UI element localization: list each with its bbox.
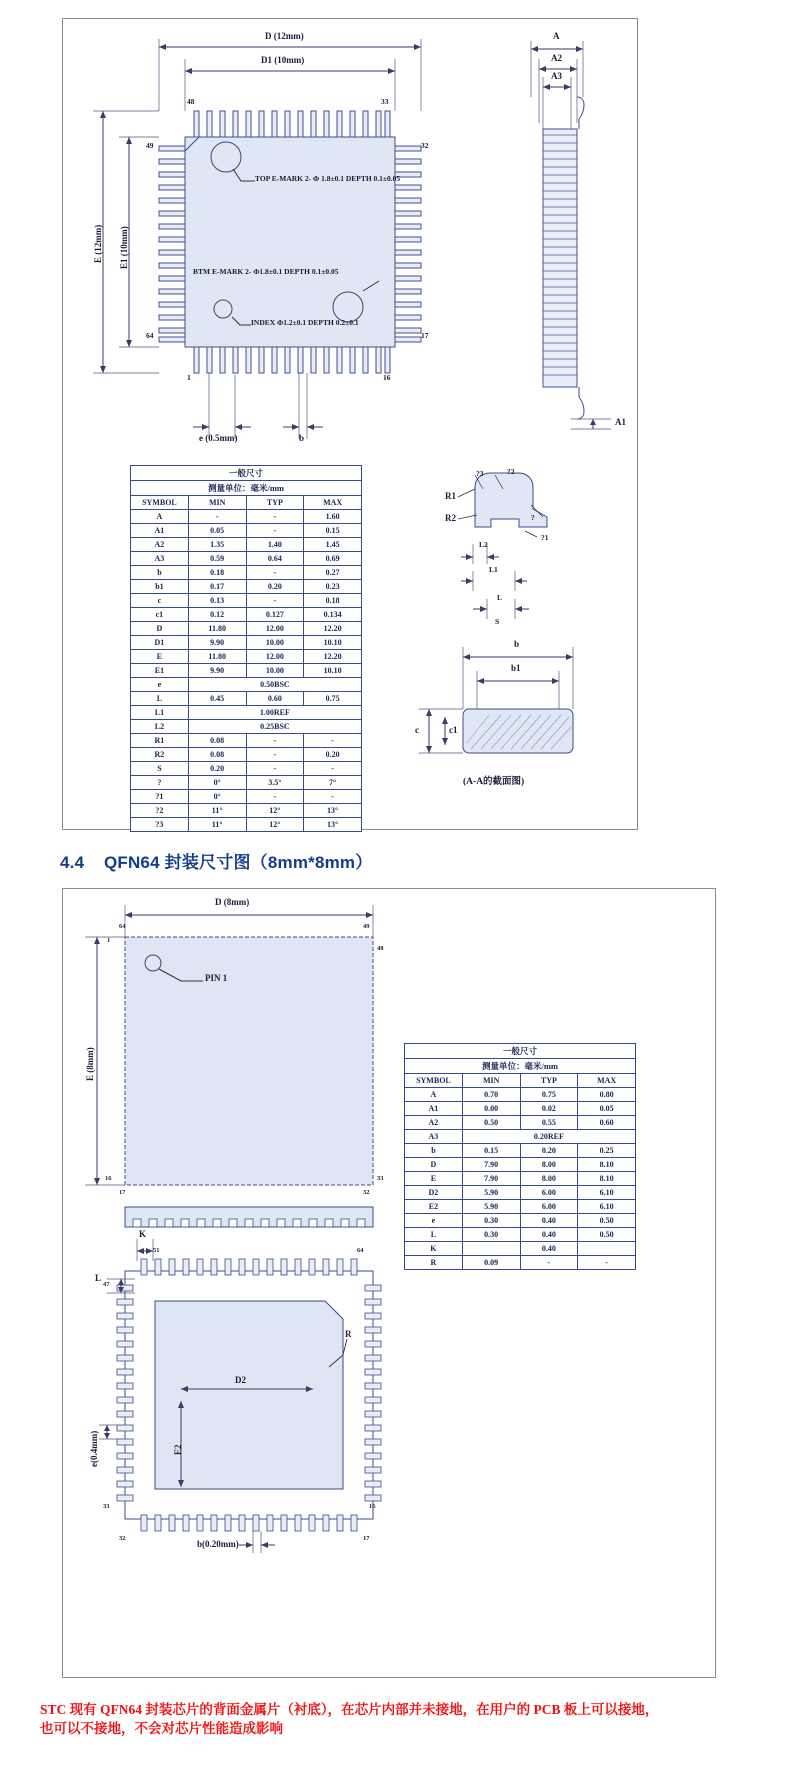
table-row (131, 594, 362, 608)
row-max: 1.60 (304, 510, 362, 524)
row-symbol: L1 (131, 706, 189, 720)
qfn-dimension-table (404, 1043, 636, 1270)
qfn-d2-label: D2 (235, 1375, 246, 1385)
table-row (131, 566, 362, 580)
row-typ: 0.127 (246, 608, 304, 622)
lqfp-side-a1-label: A1 (615, 417, 626, 427)
row-symbol: b (131, 566, 189, 580)
lqfp-l2-label: L2 (479, 540, 488, 549)
table-row (131, 678, 362, 692)
lqfp-section-c-label: c (415, 725, 419, 735)
lqfp-pin-32-label: 32 (421, 141, 429, 150)
lqfp-pitch-e-label: e (0.5mm) (199, 433, 238, 443)
qfn-pin-47-label: 47 (103, 1281, 110, 1288)
row-typ: 3.5° (246, 776, 304, 790)
lqfp-theta-label: ? (531, 513, 535, 522)
lqfp-header-max: MAX (304, 496, 362, 510)
lqfp-section-b-label: b (514, 639, 520, 649)
row-min: 0.05 (188, 524, 246, 538)
row-min: 11.80 (188, 622, 246, 636)
table-row (131, 608, 362, 622)
qfn-table-units: 测量单位：毫米/mm (405, 1059, 636, 1074)
lqfp-section-c1-label: c1 (449, 725, 458, 735)
row-symbol: E1 (131, 664, 189, 678)
row-max: 0.18 (304, 594, 362, 608)
row-max: 0.23 (304, 580, 362, 594)
row-max: 0.27 (304, 566, 362, 580)
table-row (131, 748, 362, 762)
row-min: 0.13 (188, 594, 246, 608)
row-min: 0.50 (462, 1116, 520, 1130)
table-row (405, 1102, 636, 1116)
table-row (131, 692, 362, 706)
row-symbol: ? (131, 776, 189, 790)
lqfp-dim-e1-label: E1 (10mm) (119, 226, 129, 269)
table-row (405, 1214, 636, 1228)
row-min: 11° (188, 818, 246, 832)
table-row (405, 1144, 636, 1158)
row-symbol: K (405, 1242, 463, 1256)
row-typ: 8.00 (520, 1172, 578, 1186)
lqfp-theta1-label: ?1 (541, 533, 549, 542)
row-symbol: b1 (131, 580, 189, 594)
row-min: 0.20 (188, 762, 246, 776)
lqfp-header-min: MIN (188, 496, 246, 510)
table-row (131, 636, 362, 650)
row-max: - (578, 1256, 636, 1270)
lqfp-r2-label: R2 (445, 513, 456, 523)
page-title (60, 848, 372, 873)
row-typ: - (246, 594, 304, 608)
qfn64-figure-frame (62, 888, 716, 1678)
row-min: 7.90 (462, 1172, 520, 1186)
qfn-e2-label: E2 (173, 1444, 183, 1455)
lqfp-theta2-label: ?2 (507, 467, 515, 476)
row-symbol: A2 (405, 1116, 463, 1130)
table-row (131, 706, 362, 720)
lqfp-btm-emark-note: BTM E-MARK 2- Φ1.8±0.1 DEPTH 0.1±0.05 (193, 267, 339, 276)
qfn-bottom-pin-32-label: 32 (119, 1535, 126, 1542)
table-row (131, 776, 362, 790)
row-min: 0° (188, 790, 246, 804)
table-row (131, 580, 362, 594)
row-max: 0.69 (304, 552, 362, 566)
lqfp-side-a3-label: A3 (551, 71, 562, 81)
table-row (131, 538, 362, 552)
row-min: 0.17 (188, 580, 246, 594)
row-typ: 6.00 (520, 1186, 578, 1200)
row-max: - (304, 762, 362, 776)
row-typ: 0.64 (246, 552, 304, 566)
qfn-pin-49-label: 49 (363, 923, 370, 930)
row-symbol: ?1 (131, 790, 189, 804)
row-symbol: A (405, 1088, 463, 1102)
row-min-empty (462, 1242, 520, 1256)
footnote-line-2: 也可以不接地，不会对芯片性能造成影响 (40, 1721, 283, 1736)
qfn-header-max: MAX (578, 1074, 636, 1088)
row-span: 0.50BSC (188, 678, 361, 692)
row-max: 13° (304, 804, 362, 818)
row-span: 0.20REF (462, 1130, 635, 1144)
lqfp-r1-label: R1 (445, 491, 456, 501)
row-symbol: c1 (131, 608, 189, 622)
row-symbol: E2 (405, 1200, 463, 1214)
lqfp-l1-label: L1 (489, 565, 498, 574)
row-typ: 10.00 (246, 636, 304, 650)
row-typ: 0.02 (520, 1102, 578, 1116)
row-min: - (188, 510, 246, 524)
row-symbol: L (405, 1228, 463, 1242)
table-row (405, 1242, 636, 1256)
lqfp-header-typ: TYP (246, 496, 304, 510)
row-max: 0.50 (578, 1214, 636, 1228)
row-symbol: A1 (405, 1102, 463, 1116)
lqfp-index-note: INDEX Φ1.2±0.1 DEPTH 0.2±0.1 (251, 318, 359, 327)
row-symbol: D (131, 622, 189, 636)
table-row (405, 1256, 636, 1270)
qfn-header-typ: TYP (520, 1074, 578, 1088)
lqfp-pin-48-label: 48 (187, 97, 195, 106)
row-min: 1.35 (188, 538, 246, 552)
row-span: 1.00REF (188, 706, 361, 720)
lqfp-dimension-table (130, 465, 362, 832)
row-typ: 12.00 (246, 622, 304, 636)
table-row (405, 1116, 636, 1130)
row-symbol: A3 (131, 552, 189, 566)
lqfp-pin-16-label: 16 (383, 373, 391, 382)
row-symbol: D2 (405, 1186, 463, 1200)
row-max: - (304, 790, 362, 804)
row-max: 13° (304, 818, 362, 832)
qfn-pin-1-label: 1 (107, 937, 111, 944)
row-symbol: c (131, 594, 189, 608)
lqfp-pin-49-label: 49 (146, 141, 154, 150)
row-typ: 6.00 (520, 1200, 578, 1214)
qfn-pin-32-label: 32 (363, 1189, 370, 1196)
row-typ: 0.55 (520, 1116, 578, 1130)
table-row (405, 1158, 636, 1172)
table-header-row (131, 496, 362, 510)
row-max: 0.20 (304, 748, 362, 762)
row-symbol: ?2 (131, 804, 189, 818)
row-min: 0.30 (462, 1228, 520, 1242)
table-row (131, 622, 362, 636)
row-min: 0.09 (462, 1256, 520, 1270)
qfn-drawing (63, 889, 717, 1679)
lqfp-dim-d1-label: D1 (10mm) (261, 55, 305, 65)
qfn-dim-d-label: D (8mm) (215, 897, 250, 907)
row-min: 9.90 (188, 664, 246, 678)
row-typ: 0.20 (246, 580, 304, 594)
lqfp-header-symbol: SYMBOL (131, 496, 189, 510)
row-symbol: A (131, 510, 189, 524)
row-typ: 12° (246, 818, 304, 832)
qfn-pin-64-label: 64 (119, 923, 126, 930)
row-typ: - (246, 510, 304, 524)
row-min: 0.59 (188, 552, 246, 566)
row-max: 0.60 (578, 1116, 636, 1130)
row-max: 1.45 (304, 538, 362, 552)
lqfp-pin-64-label: 64 (146, 331, 154, 340)
row-symbol: R1 (131, 734, 189, 748)
table-row (405, 1186, 636, 1200)
table-row (131, 720, 362, 734)
row-typ: - (246, 790, 304, 804)
row-min: 0.30 (462, 1214, 520, 1228)
qfn-header-min: MIN (462, 1074, 520, 1088)
table-row (405, 1088, 636, 1102)
row-min: 5.90 (462, 1186, 520, 1200)
qfn-pin-33-label: 33 (377, 1175, 384, 1182)
lqfp-pin-17-label: 17 (421, 331, 429, 340)
qfn-e-pitch-label: e(0.4mm) (89, 1430, 99, 1467)
row-symbol: A3 (405, 1130, 463, 1144)
lqfp-lead-b-label: b (299, 433, 305, 443)
qfn-bottom-pin-33-label: 33 (103, 1503, 110, 1510)
row-max: 10.10 (304, 664, 362, 678)
table-row (131, 790, 362, 804)
row-typ: 12.00 (246, 650, 304, 664)
qfn-b-label: b(0.20mm) (197, 1539, 239, 1549)
row-max: 0.75 (304, 692, 362, 706)
row-max: 0.134 (304, 608, 362, 622)
lqfp-l-label: L (497, 593, 503, 602)
qfn-l-label: L (95, 1273, 102, 1283)
table-row (131, 804, 362, 818)
row-max: 10.10 (304, 636, 362, 650)
row-typ: 0.40 (520, 1214, 578, 1228)
ground-pad-warning-note (40, 1700, 760, 1738)
qfn-k-label: K (139, 1229, 147, 1239)
row-symbol: E (131, 650, 189, 664)
table-row (405, 1130, 636, 1144)
row-max: 0.05 (578, 1102, 636, 1116)
row-typ: 0.20 (520, 1144, 578, 1158)
row-symbol: A1 (131, 524, 189, 538)
section-title: QFN64 封装尺寸图（8mm*8mm） (103, 853, 373, 872)
row-symbol: ?3 (131, 818, 189, 832)
row-symbol: L (131, 692, 189, 706)
row-min: 7.90 (462, 1158, 520, 1172)
qfn-header-symbol: SYMBOL (405, 1074, 463, 1088)
qfn-pin-17-label: 17 (119, 1189, 126, 1196)
row-symbol: R2 (131, 748, 189, 762)
row-typ: - (246, 734, 304, 748)
row-symbol: E (405, 1172, 463, 1186)
row-typ: 0.60 (246, 692, 304, 706)
table-row (131, 664, 362, 678)
row-min: 0.12 (188, 608, 246, 622)
table-row (131, 650, 362, 664)
qfn-r-label: R (345, 1329, 352, 1339)
table-row (131, 762, 362, 776)
row-typ: 1.40 (246, 538, 304, 552)
row-max-empty (578, 1242, 636, 1256)
lqfp-side-a2-label: A2 (551, 53, 562, 63)
row-min: 0.08 (188, 734, 246, 748)
row-max: 0.80 (578, 1088, 636, 1102)
row-symbol: e (131, 678, 189, 692)
row-typ: - (246, 524, 304, 538)
row-max: 0.50 (578, 1228, 636, 1242)
table-row (405, 1172, 636, 1186)
row-min: 5.90 (462, 1200, 520, 1214)
table-row (131, 734, 362, 748)
table-row (131, 524, 362, 538)
row-symbol: e (405, 1214, 463, 1228)
qfn-bottom-pin-16-label: 16 (369, 1503, 376, 1510)
lqfp-top-emark-note: TOP E-MARK 2- Φ 1.8±0.1 DEPTH 0.1±0.05 (255, 174, 401, 183)
row-typ: 10.00 (246, 664, 304, 678)
row-typ: - (246, 566, 304, 580)
row-symbol: b (405, 1144, 463, 1158)
row-typ: - (246, 748, 304, 762)
table-header-row (405, 1074, 636, 1088)
row-min: 0.45 (188, 692, 246, 706)
row-min: 0° (188, 776, 246, 790)
row-min: 0.70 (462, 1088, 520, 1102)
qfn-pin-51-label: 51 (153, 1247, 160, 1254)
row-symbol: L2 (131, 720, 189, 734)
row-min: 9.90 (188, 636, 246, 650)
lqfp-table-units: 测量单位：毫米/mm (131, 481, 362, 496)
row-typ: 12° (246, 804, 304, 818)
row-min: 0.00 (462, 1102, 520, 1116)
row-symbol: D (405, 1158, 463, 1172)
row-max: 8.10 (578, 1158, 636, 1172)
lqfp-pin-33-label: 33 (381, 97, 389, 106)
row-symbol: R (405, 1256, 463, 1270)
row-max: 7° (304, 776, 362, 790)
row-typ: 8.00 (520, 1158, 578, 1172)
qfn-table-title: 一般尺寸 (405, 1044, 636, 1059)
table-row (405, 1228, 636, 1242)
lqfp-section-b1-label: b1 (511, 663, 521, 673)
table-row (405, 1200, 636, 1214)
row-typ: 0.75 (520, 1088, 578, 1102)
row-symbol: A2 (131, 538, 189, 552)
section-number: 4.4 (60, 853, 85, 872)
row-max: 0.25 (578, 1144, 636, 1158)
row-typ: - (246, 762, 304, 776)
row-min: 11.80 (188, 650, 246, 664)
qfn-pin-16-label: 16 (105, 1175, 112, 1182)
row-symbol: D1 (131, 636, 189, 650)
row-span: 0.25BSC (188, 720, 361, 734)
row-symbol: S (131, 762, 189, 776)
row-max: 0.15 (304, 524, 362, 538)
lqfp-dim-d-label: D (12mm) (265, 31, 304, 41)
lqfp-side-a-label: A (553, 31, 560, 41)
lqfp-theta3-label: ?3 (476, 469, 484, 478)
row-min: 11° (188, 804, 246, 818)
row-min: 0.08 (188, 748, 246, 762)
row-max: 6.10 (578, 1186, 636, 1200)
qfn-pin1-label: PIN 1 (205, 973, 228, 983)
lqfp-table-title: 一般尺寸 (131, 466, 362, 481)
lqfp-section-caption: (A-A的截面图) (463, 777, 525, 787)
table-row (131, 552, 362, 566)
row-min: 0.18 (188, 566, 246, 580)
row-typ: 0.40 (520, 1242, 578, 1256)
table-row (131, 510, 362, 524)
row-min: 0.15 (462, 1144, 520, 1158)
row-max: 12.20 (304, 650, 362, 664)
row-typ: 0.40 (520, 1228, 578, 1242)
footnote-line-1: STC 现有 QFN64 封装芯片的背面金属片（衬底），在芯片内部并未接地，在用户的 PCB 板上可以接地， (40, 1702, 659, 1717)
lqfp-s-label: S (495, 617, 500, 626)
row-max: - (304, 734, 362, 748)
qfn-bottom-pin-64-label: 64 (357, 1247, 364, 1254)
row-typ: - (520, 1256, 578, 1270)
row-max: 12.20 (304, 622, 362, 636)
qfn-dim-e-label: E (8mm) (85, 1047, 95, 1081)
table-row (131, 818, 362, 832)
row-max: 8.10 (578, 1172, 636, 1186)
qfn-bottom-pin-17-label: 17 (363, 1535, 370, 1542)
lqfp-dim-e-label: E (12mm) (93, 224, 103, 263)
lqfp-pin-1-label: 1 (187, 373, 191, 382)
row-max: 6.10 (578, 1200, 636, 1214)
qfn-pin-48-label: 48 (377, 945, 384, 952)
